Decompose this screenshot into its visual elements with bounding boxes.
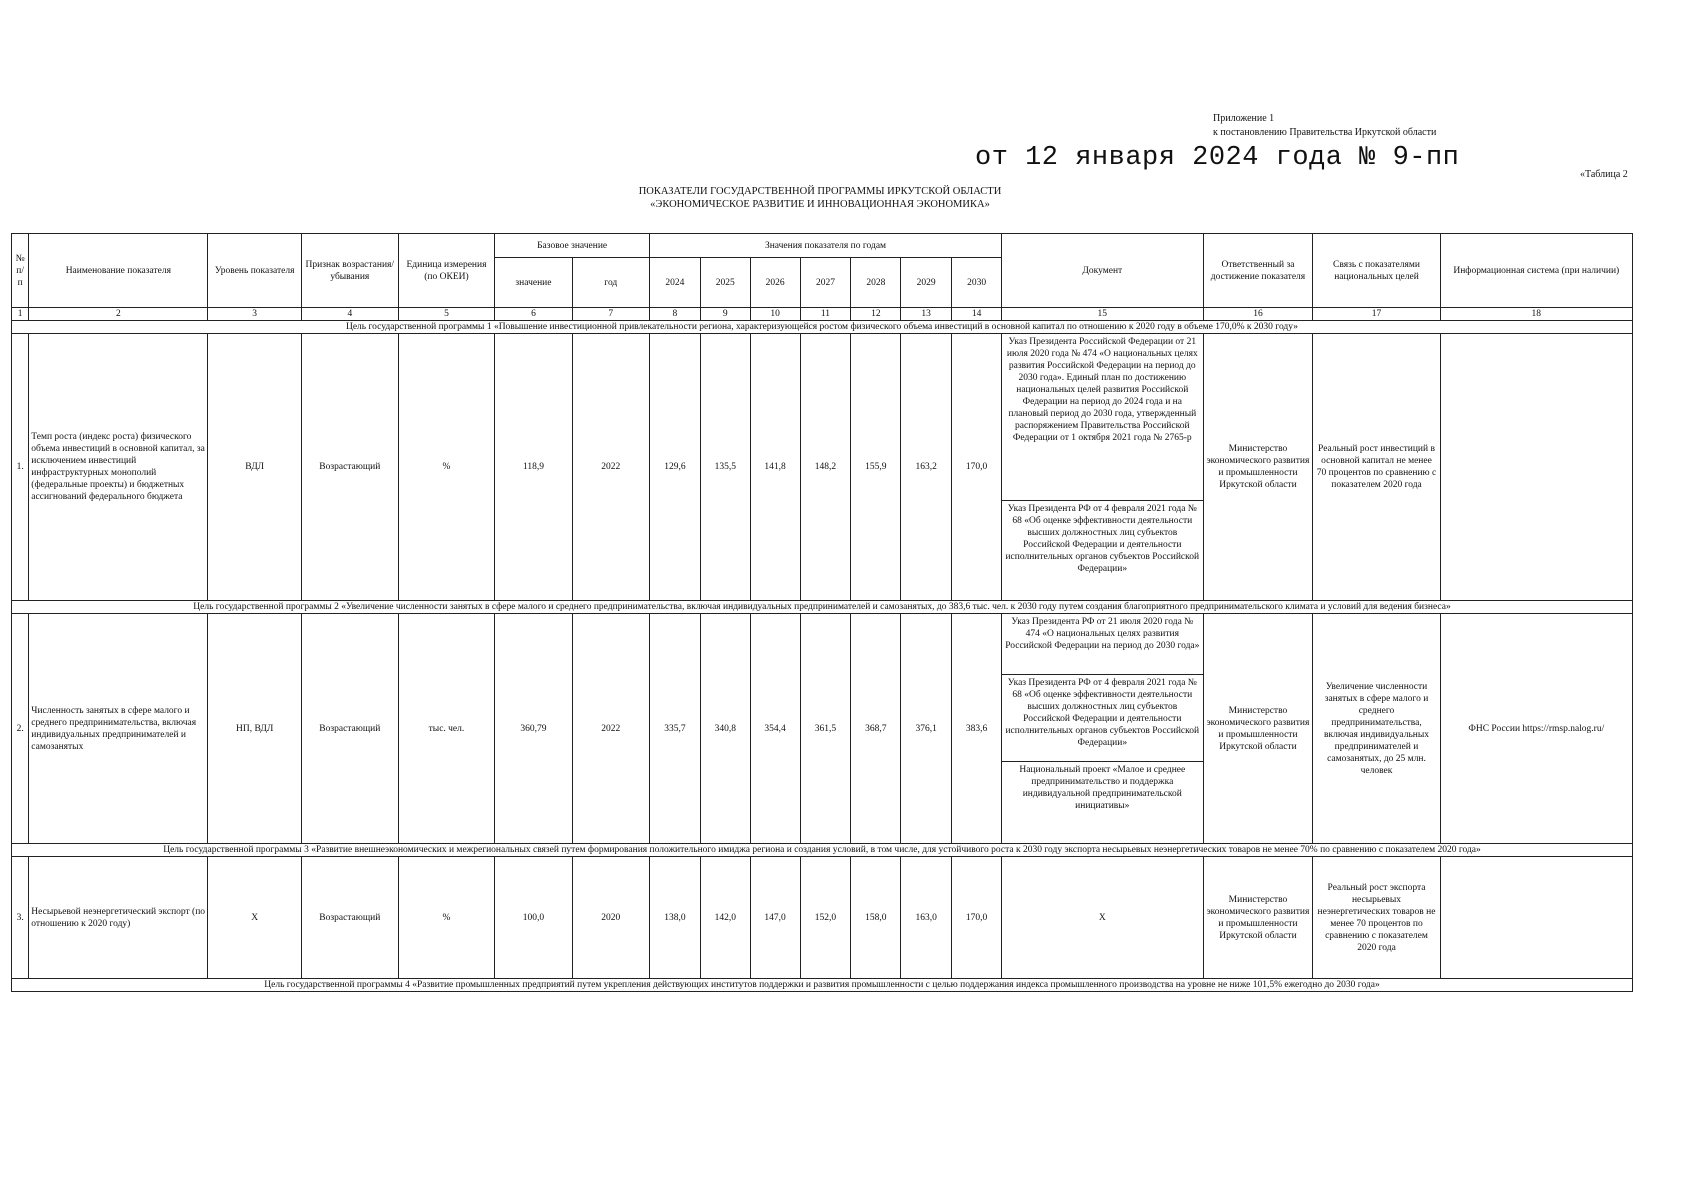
col-number: 18 xyxy=(1440,308,1632,321)
col-number: 4 xyxy=(301,308,398,321)
document-cell xyxy=(1002,334,1203,601)
indicator-unit: тыс. чел. xyxy=(398,614,495,844)
col-number: 5 xyxy=(398,308,495,321)
year-value: 335,7 xyxy=(649,614,700,844)
base-value: 360,79 xyxy=(495,614,572,844)
national-goal-link: Реальный рост экспорта несырьевых неэнергетических товаров не менее 70 процентов по сравнению с показателем 2020 года xyxy=(1313,857,1440,979)
indicator-unit: % xyxy=(398,857,495,979)
goal-row xyxy=(12,844,1633,857)
appendix-line-1: Приложение 1 xyxy=(1213,113,1275,124)
document-entry: Указ Президента РФ от 4 февраля 2021 года № 68 «Об оценке эффективности деятельности высших должностных лиц субъектов Российской Федерации и деятельности исполнительных органов субъектов Российской Федерации» xyxy=(1002,675,1202,762)
year-value: 155,9 xyxy=(851,334,901,601)
indicator-name: Численность занятых в сфере малого и среднего предпринимательства, включая индивидуальных предпринимателей и самозанятых xyxy=(29,614,208,844)
table-row xyxy=(12,614,1633,844)
year-value: 152,0 xyxy=(800,857,851,979)
col-name-header: Наименование показателя xyxy=(29,234,208,308)
year-value: 361,5 xyxy=(800,614,851,844)
col-number: 1 xyxy=(12,308,29,321)
info-system xyxy=(1440,334,1632,601)
year-value: 170,0 xyxy=(952,857,1002,979)
col-year-header: 2030 xyxy=(952,258,1002,308)
year-value: 141,8 xyxy=(750,334,800,601)
goal-text: Цель государственной программы 4 «Развитие промышленных предприятий путем укрепления действующих институтов поддержки и развития промышленности с целью поддержания индекса промышленного производства на уровне не ниже 101,5% ежегодно до 2030 года» xyxy=(12,979,1633,992)
year-value: 142,0 xyxy=(700,857,750,979)
col-responsible-header: Ответственный за достижение показателя xyxy=(1203,234,1313,308)
table-row xyxy=(12,334,1633,601)
year-value: 354,4 xyxy=(750,614,800,844)
table-row xyxy=(12,857,1633,979)
col-number: 9 xyxy=(700,308,750,321)
year-value: 138,0 xyxy=(649,857,700,979)
document-entry: Указ Президента РФ от 21 июля 2020 года № 474 «О национальных целях развития Российской Федерации на период до 2030 года» xyxy=(1002,614,1202,675)
col-year-header: 2024 xyxy=(649,258,700,308)
col-document-header: Документ xyxy=(1002,234,1203,308)
document-entry: Национальный проект «Малое и среднее предпринимательство и поддержка индивидуальной предпринимательской инициативы» xyxy=(1019,765,1186,811)
col-base-header: Базовое значение xyxy=(495,234,650,258)
col-year-header: 2028 xyxy=(851,258,901,308)
goal-text: Цель государственной программы 1 «Повышение инвестиционной привлекательности региона, характеризующейся ростом физического объема инвестиций в основной капитал по отношению к 2020 году в объеме 170,0% к 2030 году» xyxy=(12,321,1633,334)
year-value: 163,2 xyxy=(901,334,952,601)
col-num-header: № п/п xyxy=(12,234,29,308)
indicator-sign: Возрастающий xyxy=(301,334,398,601)
col-number: 16 xyxy=(1203,308,1313,321)
info-system xyxy=(1440,857,1632,979)
col-number: 12 xyxy=(851,308,901,321)
col-number: 6 xyxy=(495,308,572,321)
indicator-name: Несырьевой неэнергетический экспорт (по отношению к 2020 году) xyxy=(29,857,208,979)
year-value: 170,0 xyxy=(952,334,1002,601)
col-years-group-header: Значения показателя по годам xyxy=(649,234,1001,258)
base-year: 2022 xyxy=(572,614,649,844)
col-number: 10 xyxy=(750,308,800,321)
col-infosys-header: Информационная система (при наличии) xyxy=(1440,234,1632,308)
col-base-year-header: год xyxy=(572,258,649,308)
row-num: 3. xyxy=(12,857,29,979)
base-year: 2020 xyxy=(572,857,649,979)
base-year: 2022 xyxy=(572,334,649,601)
col-number: 8 xyxy=(649,308,700,321)
goal-text: Цель государственной программы 2 «Увеличение численности занятых в сфере малого и среднего предпринимательства, включая индивидуальных предпринимателей и самозанятых, до 383,6 тыс. чел. к 2030 году путем создания благоприятного предпринимательского климата и условий для ведения бизнеса» xyxy=(12,601,1633,614)
document-entry: Указ Президента Российской Федерации от 21 июля 2020 года № 474 «О национальных целях развития Российской Федерации на период до 2030 года». Единый план по достижению национальных целей развития Российской Федерации на период до 2024 года и на плановый период до 2030 года, утвержденный распоряжением Правительства Российской Федерации от 1 октября 2021 года № 2765-р xyxy=(1002,334,1202,501)
col-level-header: Уровень показателя xyxy=(208,234,302,308)
registration-stamp: от 12 января 2024 года № 9-пп xyxy=(975,143,1460,173)
indicator-sign: Возрастающий xyxy=(301,857,398,979)
col-number: 15 xyxy=(1002,308,1203,321)
table-label: «Таблица 2 xyxy=(1580,169,1628,180)
responsible: Министерство экономического развития и промышленности Иркутской области xyxy=(1203,614,1313,844)
indicator-level: НП, ВДЛ xyxy=(208,614,302,844)
goal-text: Цель государственной программы 3 «Развитие внешнеэкономических и межрегиональных связей путем формирования положительного имиджа региона и создания условий, в том числе, для устойчивого роста к 2030 году экспорта несырьевых неэнергетических товаров не менее 70% по сравнению с показателем 2020 года» xyxy=(12,844,1633,857)
column-number-row xyxy=(12,308,1633,321)
goal-row xyxy=(12,979,1633,992)
year-value: 163,0 xyxy=(901,857,952,979)
row-num: 2. xyxy=(12,614,29,844)
year-value: 340,8 xyxy=(700,614,750,844)
title-line-2: «ЭКОНОМИЧЕСКОЕ РАЗВИТИЕ И ИННОВАЦИОННАЯ ЭКОНОМИКА» xyxy=(650,199,990,210)
document-title xyxy=(560,185,1080,211)
col-year-header: 2025 xyxy=(700,258,750,308)
indicator-level: ВДЛ xyxy=(208,334,302,601)
year-value: 147,0 xyxy=(750,857,800,979)
responsible: Министерство экономического развития и промышленности Иркутской области xyxy=(1203,857,1313,979)
title-line-1: ПОКАЗАТЕЛИ ГОСУДАРСТВЕННОЙ ПРОГРАММЫ ИРКУТСКОЙ ОБЛАСТИ xyxy=(638,186,1002,197)
info-system: ФНС России https://rmsp.nalog.ru/ xyxy=(1440,614,1632,844)
goal-row xyxy=(12,321,1633,334)
col-number: 13 xyxy=(901,308,952,321)
col-sign-header: Признак возрастания/ убывания xyxy=(301,234,398,308)
row-num: 1. xyxy=(12,334,29,601)
year-value: 376,1 xyxy=(901,614,952,844)
goal-row xyxy=(12,601,1633,614)
national-goal-link: Увеличение численности занятых в сфере малого и среднего предпринимательства, включая индивидуальных предпринимателей и самозанятых, до 25 млн. человек xyxy=(1313,614,1440,844)
col-base-value-header: значение xyxy=(495,258,572,308)
indicator-unit: % xyxy=(398,334,495,601)
col-year-header: 2026 xyxy=(750,258,800,308)
year-value: 148,2 xyxy=(800,334,851,601)
indicator-sign: Возрастающий xyxy=(301,614,398,844)
responsible: Министерство экономического развития и промышленности Иркутской области xyxy=(1203,334,1313,601)
col-year-header: 2029 xyxy=(901,258,952,308)
base-value: 118,9 xyxy=(495,334,572,601)
indicators-table xyxy=(11,233,1633,992)
year-value: 129,6 xyxy=(649,334,700,601)
appendix-note xyxy=(1213,112,1436,140)
year-value: 135,5 xyxy=(700,334,750,601)
appendix-line-2: к постановлению Правительства Иркутской области xyxy=(1213,127,1437,138)
col-number: 14 xyxy=(952,308,1002,321)
col-number: 17 xyxy=(1313,308,1440,321)
indicator-name: Темп роста (индекс роста) физического объема инвестиций в основной капитал, за исключением инвестиций инфраструктурных монополий (федеральные проекты) и бюджетных ассигнований федерального бюджета xyxy=(29,334,208,601)
year-value: 368,7 xyxy=(851,614,901,844)
document-cell: X xyxy=(1002,857,1203,979)
col-year-header: 2027 xyxy=(800,258,851,308)
document-entry: Указ Президента РФ от 4 февраля 2021 года № 68 «Об оценке эффективности деятельности высших должностных лиц субъектов Российской Федерации и деятельности исполнительных органов субъектов Российской Федерации» xyxy=(1005,504,1200,574)
base-value: 100,0 xyxy=(495,857,572,979)
national-goal-link: Реальный рост инвестиций в основной капитал не менее 70 процентов по сравнению с показателем 2020 года xyxy=(1313,334,1440,601)
year-value: 383,6 xyxy=(952,614,1002,844)
col-unit-header: Единица измерения (по ОКЕИ) xyxy=(398,234,495,308)
document-cell xyxy=(1002,614,1203,844)
col-number: 2 xyxy=(29,308,208,321)
col-number: 7 xyxy=(572,308,649,321)
col-link-header: Связь с показателями национальных целей xyxy=(1313,234,1440,308)
year-value: 158,0 xyxy=(851,857,901,979)
col-number: 3 xyxy=(208,308,302,321)
col-number: 11 xyxy=(800,308,851,321)
indicator-level: X xyxy=(208,857,302,979)
